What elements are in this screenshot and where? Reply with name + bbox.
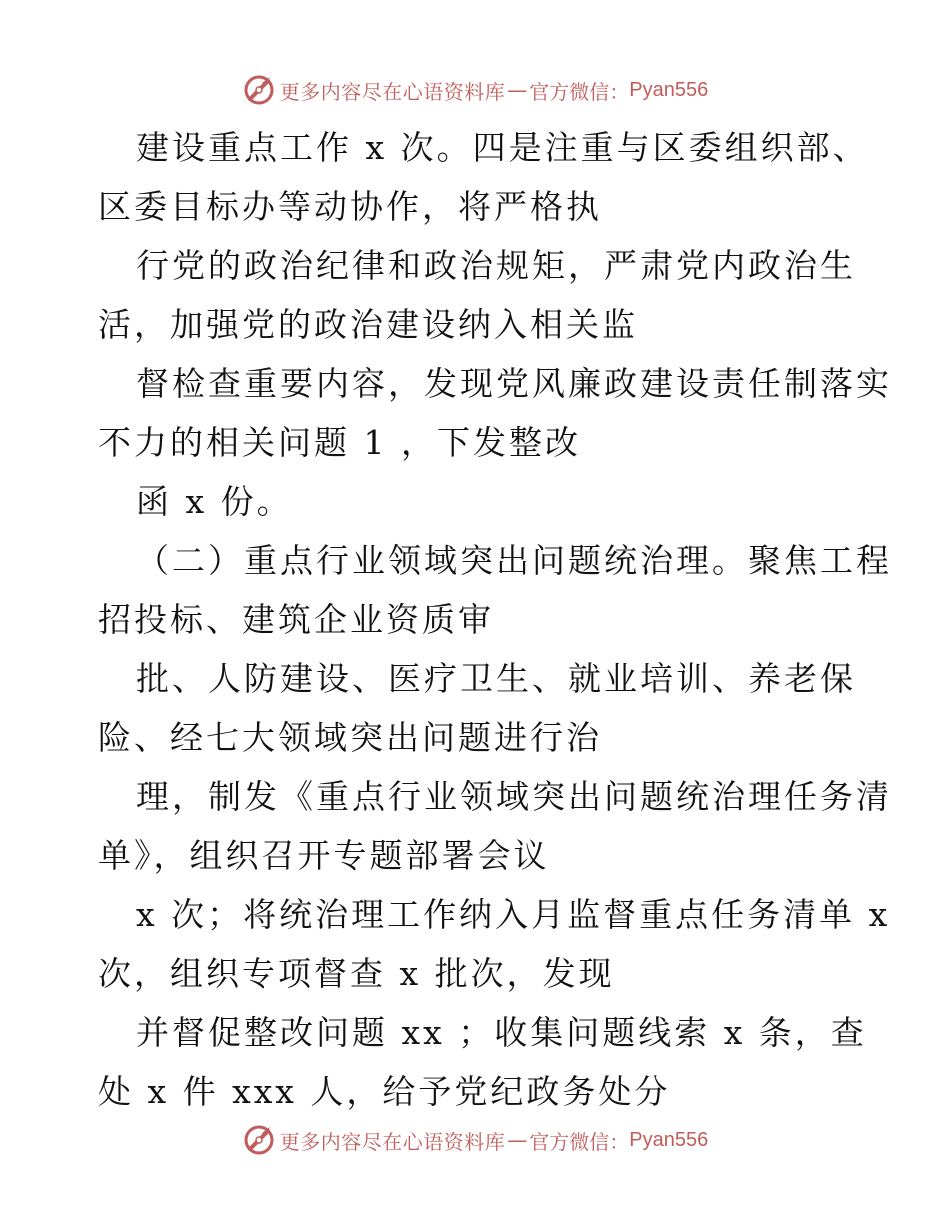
- watermark-wechat-id: Pyan556: [629, 1128, 709, 1151]
- body-line: 次，组织专项督查 x 批次，发现: [98, 954, 615, 993]
- watermark-main-text: 更多内容尽在心语资料库: [279, 79, 506, 104]
- body-line: 批、人防建设、医疗卫生、就业培训、养老保: [136, 659, 856, 698]
- body-line: 函 x 份。: [136, 482, 293, 521]
- footer-watermark: [0, 1120, 950, 1160]
- body-line: 行党的政治纪律和政治规矩，严肃党内政治生: [136, 246, 856, 285]
- body-line: 理，制发《重点行业领域突出问题统治理任务清: [136, 777, 892, 816]
- header-watermark: [0, 70, 950, 110]
- watermark-logo-icon: [242, 1123, 276, 1157]
- body-line: 活，加强党的政治建设纳入相关监: [98, 305, 638, 344]
- document-body: [98, 118, 892, 1121]
- body-line: 建设重点工作 x 次。四是注重与区委组织部、: [136, 128, 869, 167]
- watermark-sub-text: 官方微信：: [529, 1129, 630, 1154]
- watermark-sub-text: 官方微信：: [529, 79, 630, 104]
- body-line: 处 x 件 xxx 人，给予党纪政务处分: [98, 1072, 671, 1111]
- body-line: 险、经七大领域突出问题进行治: [98, 718, 602, 757]
- watermark-main-text: 更多内容尽在心语资料库: [279, 1129, 506, 1154]
- body-line: x 次；将统治理工作纳入月监督重点任务清单 x: [136, 895, 891, 934]
- body-line: 并督促整改问题 xx ；收集问题线索 x 条，查: [136, 1013, 867, 1052]
- watermark-logo-icon: [242, 73, 276, 107]
- watermark-wechat-id: Pyan556: [629, 78, 709, 101]
- body-line: 不力的相关问题 1 ，下发整改: [98, 423, 581, 462]
- body-line: 区委目标办等动协作，将严格执: [98, 187, 602, 226]
- body-line: 督检查重要内容，发现党风廉政建设责任制落实: [136, 364, 892, 403]
- watermark-dash: —: [507, 78, 528, 102]
- body-line: （二）重点行业领域突出问题统治理。聚焦工程: [136, 541, 892, 580]
- watermark-dash: —: [507, 1128, 528, 1152]
- body-line: 招投标、建筑企业资质审: [98, 600, 494, 639]
- body-line: 单》，组织召开专题部署会议: [98, 836, 550, 875]
